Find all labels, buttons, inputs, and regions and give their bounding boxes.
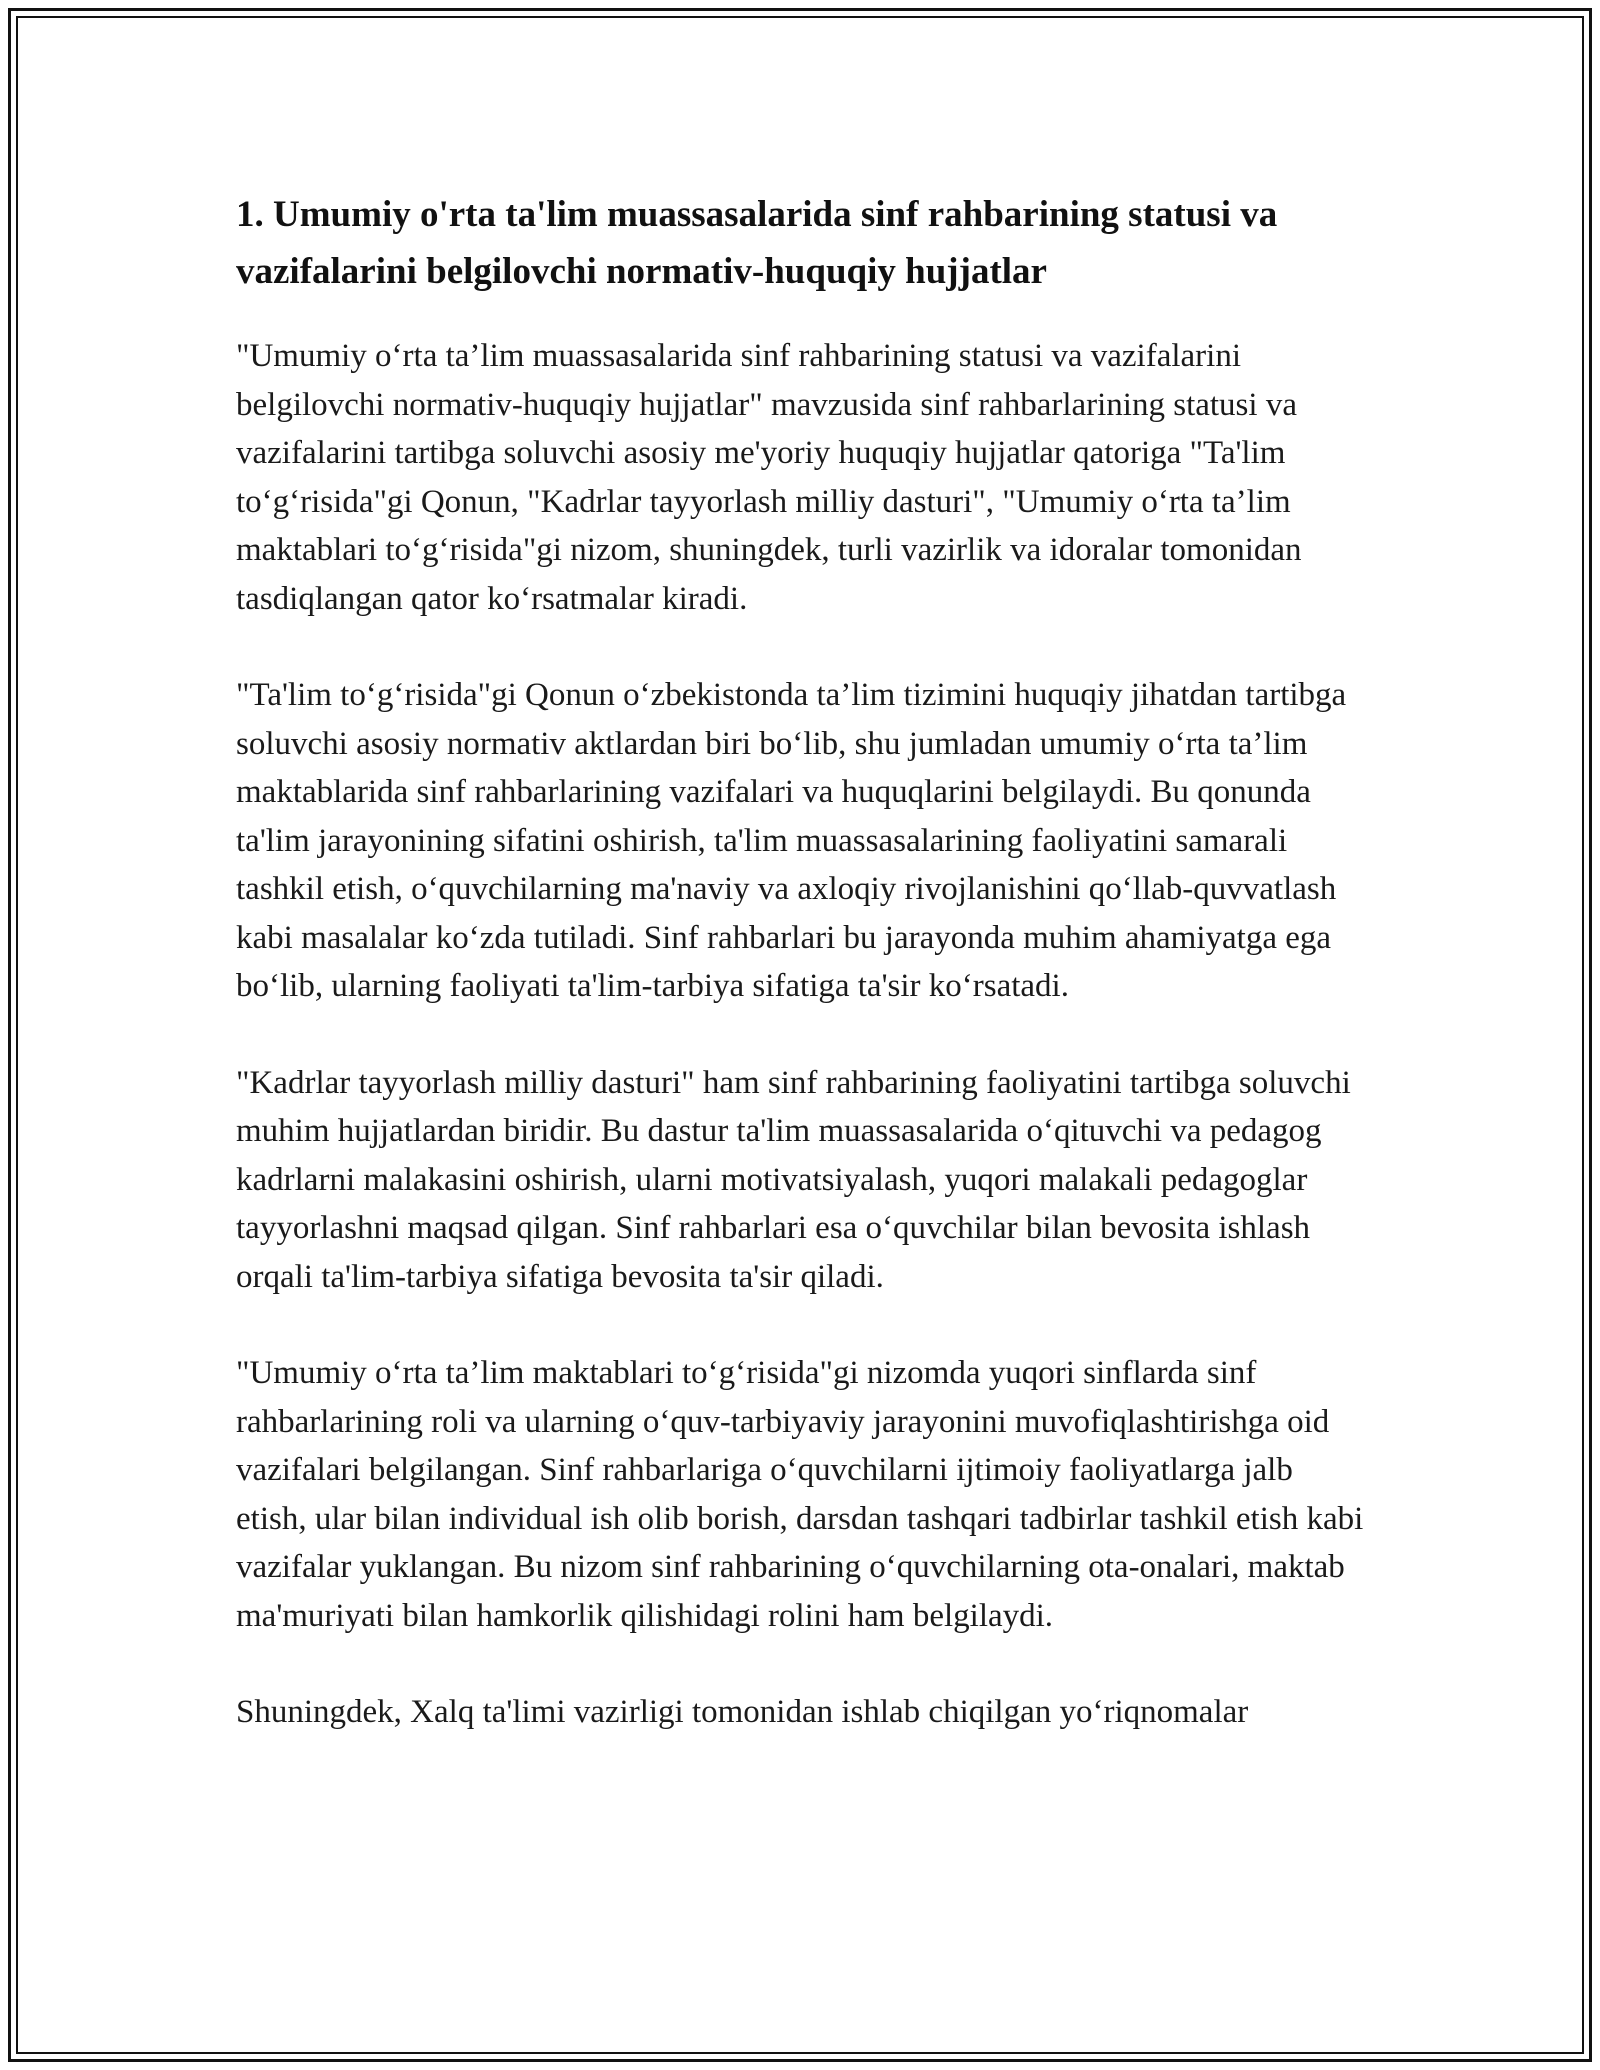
- document-body: [236, 186, 1366, 1737]
- paragraph-4: "Umumiy o‘rta ta’lim maktablari to‘g‘risida"gi nizomda yuqori sinflarda sinf rahbarlarining roli va ularning o‘quv-tarbiyaviy jarayonini muvofiqlashtirishga oid vazifalari belgilangan. Sinf rahbarlariga o‘quvchilarni ijtimoiy faoliyatlarga jalb etish, ular bilan individual ish olib borish, darsdan tashqari tadbirlar tashkil etish kabi vazifalar yuklangan. Bu nizom sinf rahbarining o‘quvchilarning ota-onalari, maktab ma'muriyati bilan hamkorlik qilishidagi rolini ham belgilaydi.: [236, 1355, 1364, 1634]
- section-title: 1. Umumiy o'rta ta'lim muassasalarida sinf rahbarining statusi va vazifalarini belgilovchi normativ-huquqiy hujjatlar: [236, 194, 1278, 292]
- paragraph-2: "Ta'lim to‘g‘risida"gi Qonun o‘zbekistonda ta’lim tizimini huquqiy jihatdan tartibga soluvchi asosiy normativ aktlardan biri bo‘lib, shu jumladan umumiy o‘rta ta’lim maktablarida sinf rahbarlarining vazifalari va huquqlarini belgilaydi. Bu qonunda ta'lim jarayonining sifatini oshirish, ta'lim muassasalarining faoliyatini samarali tashkil etish, o‘quvchilarning ma'naviy va axloqiy rivojlanishini qo‘llab-quvvatlash kabi masalalar ko‘zda tutiladi. Sinf rahbarlari bu jarayonda muhim ahamiyatga ega bo‘lib, ularning faoliyati ta'lim-tarbiya sifatiga ta'sir ko‘rsatadi.: [236, 677, 1347, 1004]
- paragraph-5: Shuningdek, Xalq ta'limi vazirligi tomonidan ishlab chiqilgan yo‘riqnomalar: [236, 1694, 1249, 1730]
- paragraph-3: "Kadrlar tayyorlash milliy dasturi" ham sinf rahbarining faoliyatini tartibga soluvchi muhim hujjatlardan biridir. Bu dastur ta'lim muassasalarida o‘qituvchi va pedagog kadrlarni malakasini oshirish, ularni motivatsiyalash, yuqori malakali pedagoglar tayyorlashni maqsad qilgan. Sinf rahbarlari esa o‘quvchilar bilan bevosita ishlash orqali ta'lim-tarbiya sifatiga bevosita ta'sir qiladi.: [236, 1064, 1351, 1295]
- paragraph-1: "Umumiy o‘rta ta’lim muassasalarida sinf rahbarining statusi va vazifalarini belgilovchi normativ-huquqiy hujjatlar" mavzusida sinf rahbarlarining statusi va vazifalarini tartibga soluvchi asosiy me'yoriy huquqiy hujjatlar qatoriga "Ta'lim to‘g‘risida"gi Qonun, "Kadrlar tayyorlash milliy dasturi", "Umumiy o‘rta ta’lim maktablari to‘g‘risida"gi nizom, shuningdek, turli vazirlik va idoralar tomonidan tasdiqlangan qator ko‘rsatmalar kiradi.: [236, 338, 1302, 617]
